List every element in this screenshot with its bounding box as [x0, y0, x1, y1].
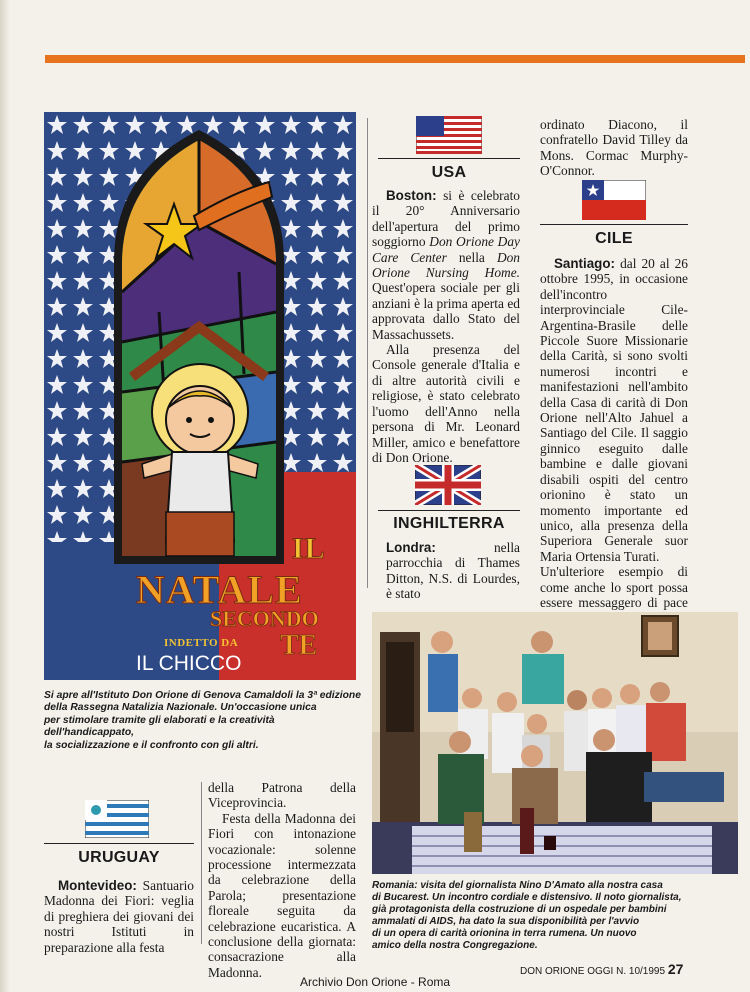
photo-caption-line: di un opera di carità orionina in terra rumena. Un nuovo — [372, 928, 637, 939]
cile-paragraph-2: Un'ulteriore esempio di come anche lo sport possa essere messaggero di pace — [540, 564, 688, 610]
usa-article — [372, 188, 520, 465]
uruguay-heading: URUGUAY — [78, 849, 160, 866]
usa-text: si è celebrato il 20° Anniversario dell'apertura del primo soggiorno — [372, 188, 520, 250]
photo-caption-line: Romania: visita del giornalista Nino D'Amato alla nostra casa — [372, 880, 663, 891]
usa-heading: USA — [431, 164, 467, 181]
archive-label: Archivio Don Orione - Roma — [300, 975, 451, 989]
inghilterra-text: nella parrocchia di Thames Ditton, N.S. di Lourdes, è stato — [386, 540, 520, 602]
christmas-poster — [44, 112, 356, 680]
column-divider — [201, 782, 202, 944]
inghilterra-city: Londra: — [386, 540, 436, 555]
caption-line: la socializzazione e il confronto con gli altri. — [44, 739, 259, 751]
photo-caption-line: amico della nostra Congregazione. — [372, 940, 538, 951]
uk-flag — [415, 465, 481, 510]
inghilterra-heading: INGHILTERRA — [393, 515, 505, 532]
uruguay-flag — [85, 800, 149, 843]
section-rule — [44, 843, 194, 844]
diacono-text: ordinato Diacono, il confratello David Tilley da Mons. Cormac Murphy-O'Connor. — [540, 117, 688, 179]
cile-heading: CILE — [595, 230, 633, 247]
caption-line: per stimolare tramite gli elaborati e la creatività dell'handicappato, — [44, 714, 275, 739]
uruguay-article — [44, 878, 194, 955]
column-divider — [367, 118, 368, 588]
poster-caption — [44, 690, 364, 752]
photo-caption-line: di Bucarest. Un incontro cordiale e distensivo. Il noto giornalista, — [372, 892, 682, 903]
usa-text: nella — [458, 249, 485, 265]
photo-caption-line: ammalati di AIDS, ha dato la sua disponibilità per l'avvio — [372, 916, 640, 927]
magazine-issue: DON ORIONE OGGI N. 10/1995 — [520, 966, 666, 977]
page-number: 27 — [667, 961, 684, 977]
inghilterra-article — [386, 540, 520, 602]
cile-text: dal 20 al 26 ottobre 1995, in occasione dell'incontro interprovinciale Cile-Argentina-Brasile delle Piccole Suore Missionarie della Carità, si sono svolti numerosi incontri e manifestazioni nell'ambito della Casa di carità di Don Orione nell'Alto Jahuel a Santiago del Cile. Il saggio ginnico eseguito dalle bambine e dalle giovani disabili ospiti del centro orionino è stato un momento importante ed unico, alla presenza della Superiora Generale suor Maria Ortensia Turati. — [540, 256, 688, 564]
photo-caption-line: già protagonista della costruzione di un ospedale per bambini — [372, 904, 667, 915]
uruguay-cont-p2: Festa della Madonna dei Fiori con intonazione vocazionale: solenne processione intermezzata da celebrazione della Parola; presentazione floreale seguita da celebrazione eucaristica. A conclusione della giornata: consacrazione alla Madonna. — [208, 810, 356, 980]
caption-line: Si apre all'Istituto Don Orione di Genova Camaldoli la 3ª edizione — [44, 690, 361, 701]
usa-text: Quest'opera sociale per gli anziani è la prima aperta ed approvata dallo Stato del Massachussets. — [372, 280, 520, 342]
section-rule — [540, 224, 688, 225]
poster-title-te: TE — [280, 630, 318, 661]
photo-caption — [372, 880, 738, 952]
poster-sponsor: IL CHICCO — [136, 652, 242, 675]
chile-flag — [582, 180, 646, 225]
usa-city: Boston: — [386, 188, 437, 203]
cile-city: Santiago: — [554, 256, 616, 271]
uruguay-continued — [208, 780, 356, 980]
poster-title-natale: NATALE — [136, 567, 303, 612]
poster-title-il: IL — [292, 532, 326, 565]
poster-indetto: INDETTO DA — [164, 637, 239, 649]
page-edge-shadow — [0, 0, 10, 992]
usa-paragraph-2: Alla presenza del Console generale d'Italia e di altre autorità civili e religiose, è stato celebrato l'uomo dell'Anno nella persona di Mr. Leonard Miller, amico e benefattore di Don Orione. — [372, 342, 520, 465]
uruguay-cont-p1: della Patrona della Viceprovincia. — [208, 780, 356, 811]
section-rule — [378, 158, 520, 159]
uruguay-text: Santuario Madonna dei Fiori: veglia di preghiera dei giovani dei nostri Istituti in preparazione alla festa — [44, 878, 194, 955]
usa-text-em: Don Orione Day Care Center — [372, 234, 520, 265]
page-footer — [520, 961, 683, 977]
romania-photo — [372, 612, 738, 874]
usa-flag — [416, 116, 482, 159]
poster-title-secondo: SECONDO — [210, 606, 319, 631]
section-rule — [378, 510, 520, 511]
caption-line: della Rassegna Natalizia Nazionale. Un'occasione unica — [44, 702, 317, 714]
uruguay-city: Montevideo: — [58, 878, 137, 893]
header-rule — [45, 55, 745, 63]
usa-text-em: Don Orione Nursing Home. — [372, 249, 520, 281]
cile-article — [540, 256, 688, 626]
